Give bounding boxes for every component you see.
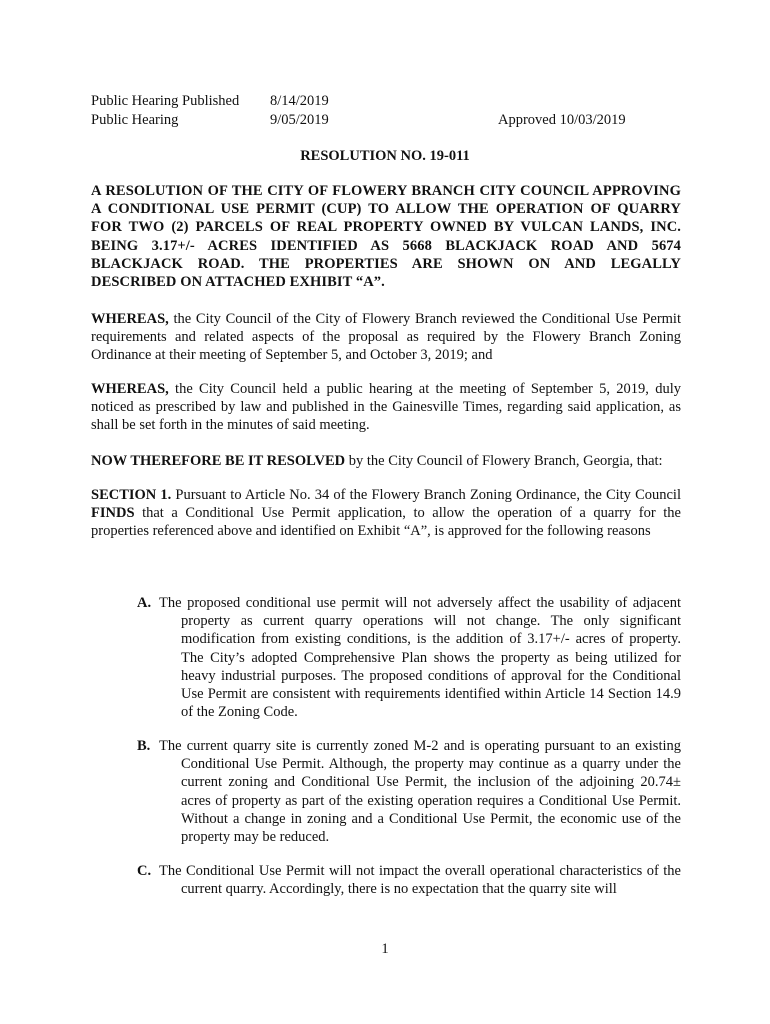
resolved-paragraph [91,452,681,470]
resolution-title: RESOLUTION NO. 19-011 [300,148,470,164]
whereas-paragraph-1 [91,310,681,365]
resolved-lead: NOW THEREFORE BE IT RESOLVED [91,453,346,469]
whereas-paragraph-2 [91,380,681,435]
page-number: 1 [381,941,389,957]
reason-letter: B. [137,738,151,754]
approved-date: Approved 10/03/2019 [498,112,626,128]
reason-letter: A. [137,595,152,611]
hearing-date: 9/05/2019 [270,112,329,128]
whereas-lead: WHEREAS, [91,311,169,327]
reason-item-b [137,737,681,846]
whereas-text: the City Council of the City of Flowery Branch reviewed the Conditional Use Permit requirements and related aspects of the proposal as required by the Flowery Branch Zoning Ordinance at their meeting of September 5, and October 3, 2019; and [91,311,681,364]
reason-text: The proposed conditional use permit will not adversely affect the usability of adjacent property as current quarry operations will not change. The only significant modification from existing conditions, is the addition of 3.17+/- acres of property. The City’s adopted Comprehensive Plan shows the property as being utilized for heavy industrial purposes. The proposed conditions of approval for the Conditional Use Permit are consistent with requirements identified within Article 14 Section 14.9 of the Zoning Code. [159,595,681,721]
whereas-text: the City Council held a public hearing at the meeting of September 5, 2019, duly noticed as prescribed by law and published in the Gainesville Times, regarding said application, as shall be set forth in the minutes of said meeting. [91,381,681,434]
reason-item-c [137,862,681,898]
section-1-finds: FINDS [91,505,135,522]
hearing-label: Public Hearing [91,112,179,128]
whereas-lead: WHEREAS, [91,381,169,397]
reason-text: The current quarry site is currently zoned M-2 and is operating pursuant to an existing Conditional Use Permit. Although, the property may continue as a quarry under the current zoning and Conditional Use Permit, the inclusion of the adjoining 20.74± acres of property as part of the existing operation requires a Conditional Use Permit. Without a change in zoning and a Conditional Use Permit, the economic use of the property may be reduced. [159,738,681,846]
section-1-paragraph [91,486,681,541]
reason-letter: C. [137,863,152,879]
section-1-text-a: Pursuant to Article No. 34 of the Flowery Branch Zoning Ordinance, the City Council [171,487,681,503]
resolution-caption: A RESOLUTION OF THE CITY OF FLOWERY BRANCH CITY COUNCIL APPROVING A CONDITIONAL USE PERMIT (CUP) TO ALLOW THE OPERATION OF QUARRY FOR TWO (2) PARCELS OF REAL PROPERTY OWNED BY VULCAN LANDS, INC. BEING 3.17+/- ACRES IDENTIFIED AS 5668 BLACKJACK ROAD AND 5674 BLACKJACK ROAD. THE PROPERTIES ARE SHOWN ON AND LEGALLY DESCRIBED ON ATTACHED EXHIBIT “A”. [91,183,681,291]
section-1-text-b: that a Conditional Use Permit application, to allow the operation of a quarry for the properties referenced above and identified on Exhibit “A”, is approved for the following reasons [91,505,681,540]
hearing-published-date: 8/14/2019 [270,93,329,109]
section-1-lead: SECTION 1. [91,487,172,503]
reason-text: The Conditional Use Permit will not impact the overall operational characteristics of the current quarry. Accordingly, there is no expectation that the quarry site will [159,863,681,898]
resolved-text: by the City Council of Flowery Branch, Georgia, that: [345,453,663,469]
hearing-published-label: Public Hearing Published [91,93,240,109]
reason-item-a [137,594,681,721]
